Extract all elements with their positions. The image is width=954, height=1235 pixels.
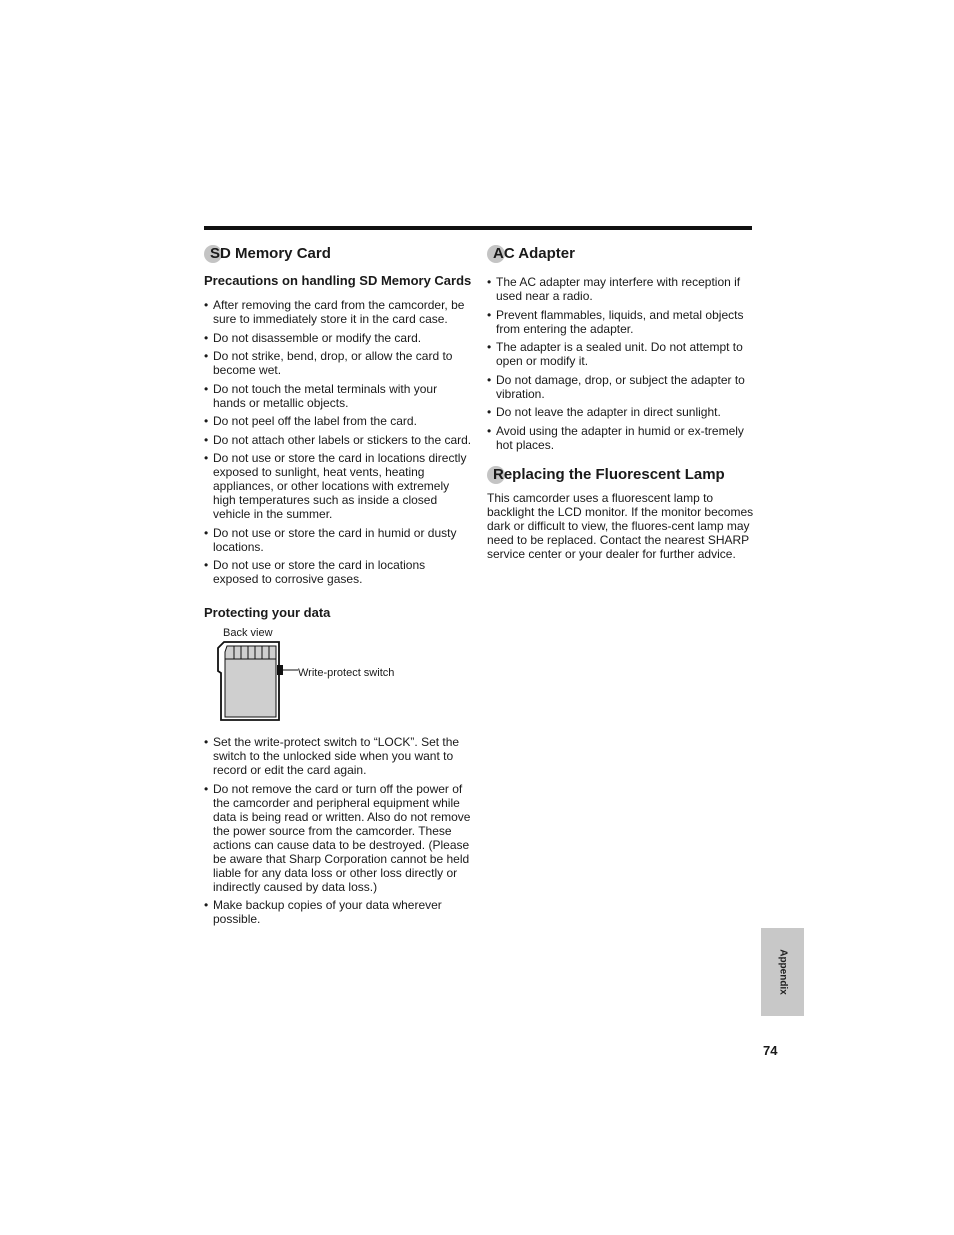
list-item: • Prevent flammables, liquids, and metal objects from entering the adapter. — [487, 308, 755, 336]
figure-caption: Back view — [223, 627, 273, 639]
list-item: • Do not attach other labels or stickers to the card. — [204, 433, 472, 447]
list-item: • The AC adapter may interfere with reception if used near a radio. — [487, 275, 755, 303]
list-item: • Make backup copies of your data wherever possible. — [204, 898, 472, 926]
appendix-tab — [761, 928, 804, 1016]
section-title-fluorescent-lamp: Replacing the Fluorescent Lamp — [487, 466, 755, 483]
top-rule — [204, 226, 752, 230]
list-item: • Avoid using the adapter in humid or ex-tremely hot places. — [487, 424, 755, 452]
lamp-paragraph: This camcorder uses a fluorescent lamp to backlight the LCD monitor. If the monitor becomes dark or difficult to view, the fluores-cent lamp may need to be replaced. Contact the nearest SHARP service center or your dealer for further advice. — [487, 490, 754, 561]
precautions-heading: Precautions on handling SD Memory Cards — [204, 273, 472, 288]
right-column — [487, 245, 755, 561]
appendix-tab-label: Appendix — [777, 949, 788, 995]
list-item: • Do not use or store the card in locations directly exposed to sunlight, heat vents, heating appliances, or other locations with extremely high temperatures such as inside a closed vehicle in the summer. — [204, 451, 472, 521]
section-title-sd-memory-card: SD Memory Card — [204, 245, 472, 262]
sd-card-figure — [204, 627, 472, 731]
precautions-list — [204, 298, 472, 586]
list-item: • Do not strike, bend, drop, or allow the card to become wet. — [204, 349, 472, 377]
protecting-data-heading: Protecting your data — [204, 605, 331, 620]
page-number: 74 — [763, 1043, 778, 1058]
list-item: • Do not use or store the card in humid or dusty locations. — [204, 526, 472, 554]
list-item: • Do not damage, drop, or subject the adapter to vibration. — [487, 373, 755, 401]
sd-card-back-view-icon — [216, 641, 306, 721]
ac-adapter-list — [487, 275, 755, 452]
list-item: • Do not peel off the label from the card. — [204, 414, 472, 428]
left-column — [204, 245, 472, 931]
write-protect-label: Write-protect switch — [298, 667, 395, 679]
section-title-ac-adapter: AC Adapter — [487, 245, 755, 262]
list-item: • Set the write-protect switch to “LOCK”. Set the switch to the unlocked side when you want to record or edit the card again. — [204, 735, 472, 777]
list-item: • After removing the card from the camcorder, be sure to immediately store it in the card case. — [204, 298, 472, 326]
list-item: • Do not disassemble or modify the card. — [204, 331, 472, 345]
list-item: • The adapter is a sealed unit. Do not attempt to open or modify it. — [487, 340, 755, 368]
list-item: • Do not use or store the card in locations exposed to corrosive gases. — [204, 558, 472, 586]
list-item: • Do not touch the metal terminals with your hands or metallic objects. — [204, 382, 472, 410]
list-item: • Do not remove the card or turn off the power of the camcorder and peripheral equipment while data is being read or written. Also do not remove the power source from the camcorder. These actions can cause data to be destroyed. (Please be aware that Sharp Corporation cannot be held liable for any data loss or other loss directly or indirectly caused by data loss.) — [204, 782, 472, 894]
list-item: • Do not leave the adapter in direct sunlight. — [487, 405, 755, 419]
protect-list — [204, 735, 472, 926]
